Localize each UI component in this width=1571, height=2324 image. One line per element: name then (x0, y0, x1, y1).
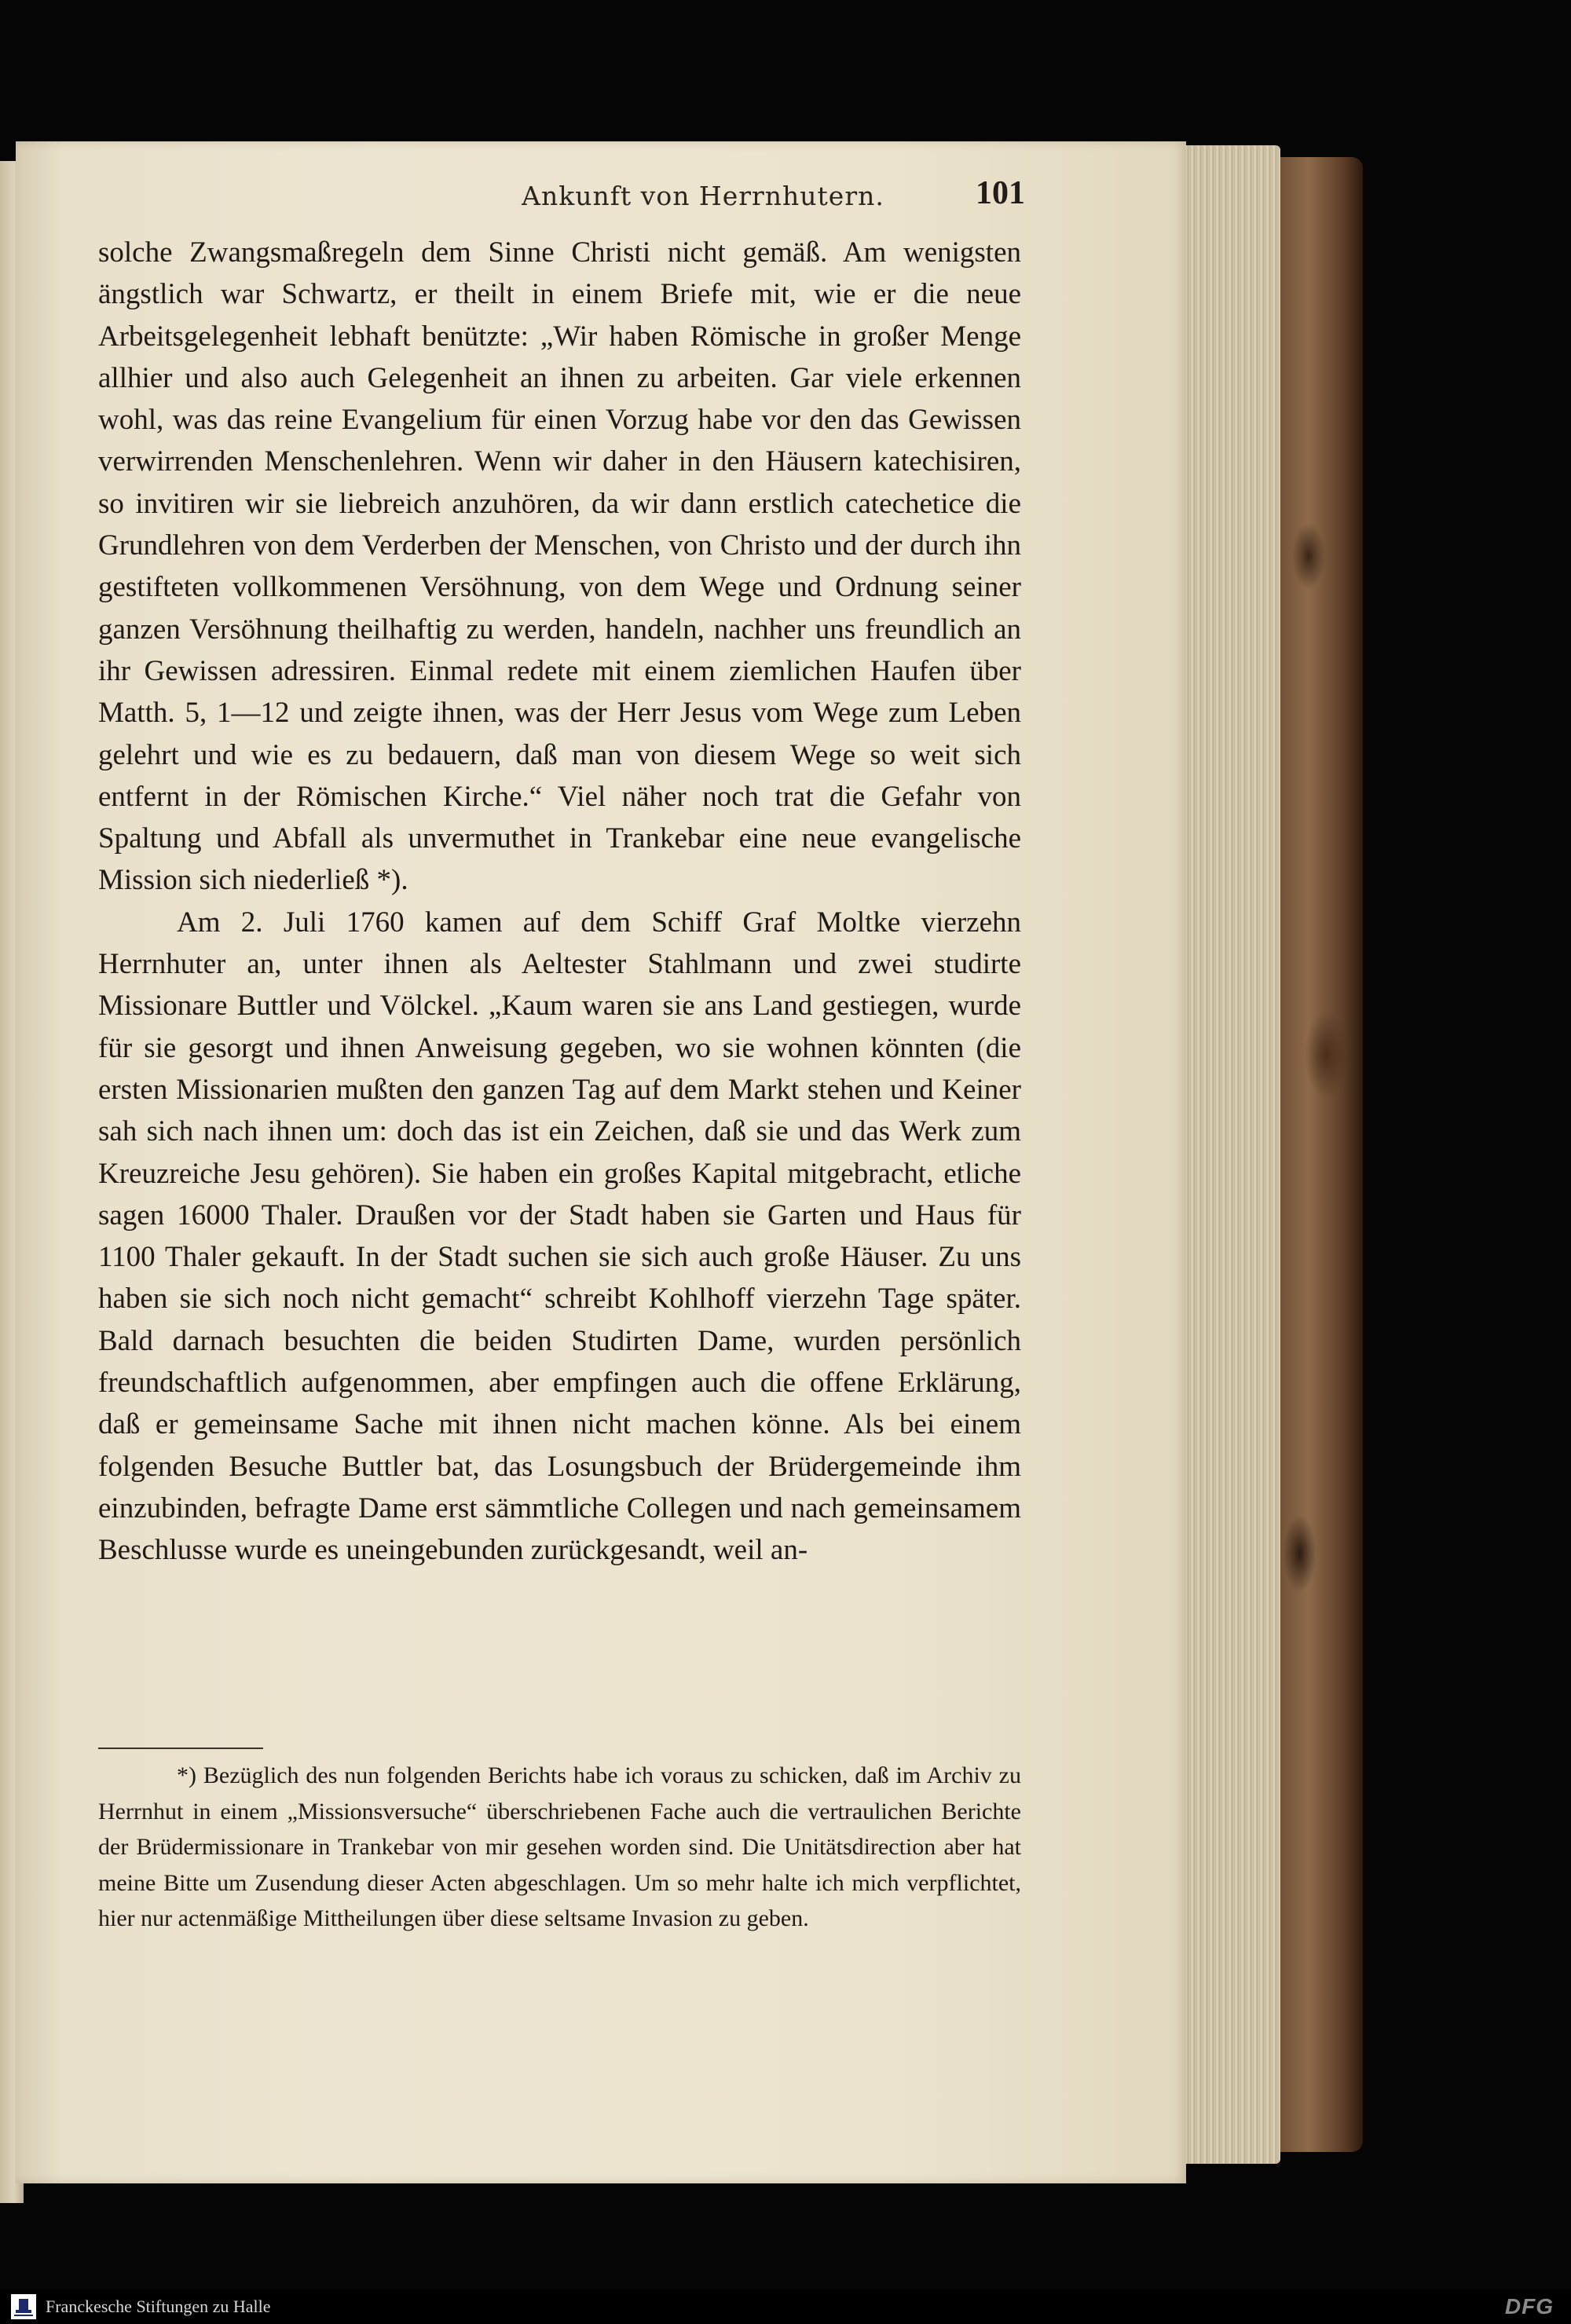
book-cover-board (1273, 157, 1363, 2152)
paragraph: solche Zwangsmaßregeln dem Sinne Christi nicht gemäß. Am wenigsten ängstlich war Schwartz, er theilt in einem Briefe mit, wie er die neue Arbeitsgelegenheit lebhaft benützte: „Wir haben Römische in großer Menge allhier und also auch Gelegenheit an ihnen zu arbeiten. Gar viele erkennen wohl, was das reine Evangelium für einen Vorzug habe vor den das Gewissen verwirrenden Menschenlehren. Wenn wir daher in den Häusern katechisiren, so invitiren wir sie liebreich anzuhören, da wir dann erstlich catechetice die Grundlehren von dem Verderben der Menschen, von Christo und der durch ihn gestifteten vollkommenen Versöhnung, von dem Wege und Ordnung seiner ganzen Versöhnung theilhaftig zu werden, handeln, nachher uns freundlich an ihr Gewissen adressiren. Einmal redete mit einem ziemlichen Haufen über Matth. 5, 1—12 und zeigte ihnen, was der Herr Jesus vom Wege zum Leben gelehrt und wie es zu bedauern, daß man von diesem Wege so weit sich entfernt in der Römischen Kirche.“ Viel näher noch trat die Gefahr von Spaltung und Abfall als unvermuthet in Trankebar eine neue evangelische Mission sich niederließ *). (98, 236, 1021, 897)
institution-name[interactable]: Franckesche Stiftungen zu Halle (46, 2297, 271, 2316)
institution-logo-icon (11, 2294, 36, 2319)
page-fore-edge (1178, 145, 1280, 2164)
dfg-logo-icon[interactable]: DFG (1504, 2294, 1554, 2319)
footnote-rule (98, 1748, 263, 1749)
paragraph: Am 2. Juli 1760 kamen auf dem Schiff Graf Moltke vierzehn Herrnhuter an, unter ihnen als Aeltester Stahlmann und zwei studirte Missionare Buttler und Völckel. „Kaum waren sie ans Land gestiegen, wurde für sie gesorgt und ihnen Anweisung gegeben, wo sie wohnen könnten (die ersten Missionarien mußten den ganzen Tag auf dem Markt stehen und Keiner sah sich nach ihnen um: doch das ist ein Zeichen, daß sie und das Werk zum Kreuzreiche Jesu gehören). Sie haben ein großes Kapital mitgebracht, etliche sagen 16000 Thaler. Draußen vor der Stadt haben sie Garten und Haus für 1100 Thaler gekauft. In der Stadt suchen sie sich auch große Häuser. Zu uns haben sie sich noch nicht gemacht“ schreibt Kohlhoff vierzehn Tage später. Bald darnach besuchten die beiden Studirten Dame, wurden persönlich freundschaftlich aufgenommen, aber empfingen auch die offene Erklärung, daß er gemeinsame Sache mit ihnen nicht machen könne. Als bei einem folgenden Besuche Buttler bat, das Losungsbuch der Brüdergemeinde ihm einzubinden, befragte Dame erst sämmtliche Collegen und nach gemeinsamem Beschlusse wurde es uneingebunden zurückgesandt, weil an- (98, 906, 1021, 1567)
footnote: *) Bezüglich des nun folgenden Berichts habe ich voraus zu schicken, daß im Archiv zu Herrnhut in einem „Missionsversuche“ überschriebenen Fache auch die vertraulichen Berichte der Brüdermissionare in Trankebar von mir gesehen worden sind. Die Unitätsdirection aber hat meine Bitte um Zusendung dieser Acten abgeschlagen. Um so mehr halte ich mich verpflichtet, hier nur actenmäßige Mittheilungen über diese seltsame Invasion zu geben. (98, 1762, 1021, 1931)
page-number: 101 (976, 175, 1025, 211)
body-text (98, 232, 1021, 1572)
running-head: Ankunft von Herrnhutern. (522, 181, 884, 211)
viewer-footer-bar (0, 2289, 1571, 2324)
